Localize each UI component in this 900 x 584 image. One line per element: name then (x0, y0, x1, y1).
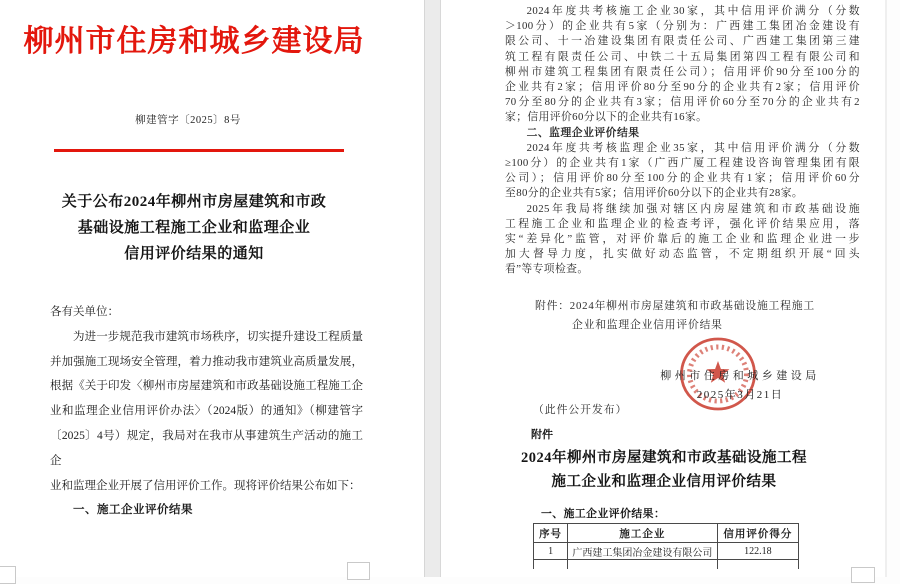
body-line: 至80分的企业共有5家；信用评价60分以下的企业共有28家。 (505, 187, 804, 200)
cell-score: 122.18 (717, 543, 798, 560)
body-line: 限公司、十一冶建设集团有限责任公司、广西建工集团第三建 (505, 35, 860, 48)
body-line: 家；信用评价60分以下的企业共有16家。 (505, 111, 708, 124)
notice-title-line: 关于公布2024年柳州市房屋建筑和市政 (61, 194, 327, 210)
body-line: 2025年我局将继续加强对辖区内房屋建筑和市政基础设施 (526, 202, 860, 215)
page-2 (441, 0, 887, 577)
body-line: 一、施工企业评价结果 (73, 504, 193, 517)
body-line: 业和监理企业开展了信用评价工作。现将评价结果公布如下： (50, 479, 361, 492)
signature-agency: 柳州市住房和城乡建设局 (660, 370, 820, 382)
body-line: 加大督导力度，扎实做好动态监管，不定期组织开展“回头 (505, 248, 860, 261)
body-line: 工程施工企业和监理企业的检查考评，强化评价结果应用，落 (505, 217, 860, 230)
body-line: 2024年度共考核监理企业35家，其中信用评价满分（分数 (526, 141, 860, 154)
results-body (505, 4, 860, 278)
attachment-note-line1: 附件：2024年柳州市房屋建筑和市政基础设施工程施工 (535, 300, 815, 312)
notice-body (50, 300, 363, 523)
body-line: 企业共有2家；信用评价80分至90分的企业共有2家；信用评价 (505, 81, 860, 94)
document-number: 柳建管字〔2025〕8号 (135, 115, 241, 126)
body-line: 看”等专项检查。 (505, 263, 589, 276)
table-header-cell: 施工企业 (568, 524, 718, 543)
page-corner-mark (347, 562, 370, 580)
body-line: 70分至80分的企业共有3家；信用评价60分至70分的企业共有2 (505, 96, 860, 109)
signature-date: 2025年3月21日 (696, 389, 784, 401)
agency-header: 柳州市住房和城乡建设局 (23, 25, 365, 58)
table-row (534, 543, 799, 560)
body-line: 2024年度共考核施工企业30家，其中信用评价满分（分数 (526, 5, 860, 17)
red-separator-line (54, 149, 344, 152)
body-line: 并加强施工现场安全管理，着力推动我市建筑业高质量发展， (50, 355, 363, 368)
body-line: 公司）；信用评价80分至100分的企业共有1家；信用评价60分 (505, 172, 860, 185)
table-header-row (534, 524, 799, 543)
body-line: 〔2025〕4号）规定，我局对在我市从事建筑生产活动的施工企 (50, 429, 363, 467)
body-line: ＞100分）的企业共有5家（分别为：广西建工集团冶金建设有 (505, 20, 860, 33)
attachment-note-line2: 企业和监理企业信用评价结果 (572, 318, 723, 331)
public-release-note: （此件公开发布） (533, 404, 628, 416)
section-heading: 一、施工企业评价结果： (541, 508, 666, 520)
body-line: 各有关单位： (50, 306, 119, 318)
body-line: 筑工程有限责任公司、中铁二十五局集团第四工程有限公司和 (505, 50, 860, 63)
attachment-note (535, 297, 865, 334)
body-line: 柳州市建筑工程集团有限责任公司）；信用评价90分至100分的 (505, 65, 860, 78)
body-line: ≥100分）的企业共有1家（广西广厦工程建设咨询管理集团有限 (505, 157, 860, 170)
page-corner-mark (851, 567, 875, 583)
body-line: 实“差异化”监管，对评价靠后的施工企业和监理企业进一步 (505, 233, 860, 246)
score-table (533, 523, 799, 569)
appendix-title (441, 447, 887, 494)
cell-company: 广西建工集团冶金建设有限公司 (568, 543, 718, 560)
page-gap-divider (424, 0, 441, 577)
body-line: 为进一步规范我市建筑市场秩序，切实提升建设工程质量 (73, 330, 363, 343)
page-1 (0, 0, 424, 577)
appendix-label: 附件 (531, 429, 553, 441)
body-line: 根据《关于印发〈柳州市房屋建筑和市政基础设施工程施工企 (50, 380, 363, 393)
notice-title-line: 信用评价结果的通知 (124, 246, 264, 262)
table-header-cell: 序号 (534, 524, 568, 543)
notice-title-line: 基础设施工程施工企业和监理企业 (77, 220, 311, 236)
notice-title (2, 189, 386, 267)
table-header-cell: 信用评价得分 (717, 524, 798, 543)
page-corner-mark (0, 566, 16, 584)
body-line: 二、监理企业评价结果 (526, 126, 640, 139)
appendix-title-line: 施工企业和监理企业信用评价结果 (551, 473, 777, 490)
cell-index: 1 (534, 543, 568, 560)
table-row-clipped (534, 560, 799, 570)
body-line: 业和监理企业信用评价办法〉（2024版）的通知》（柳建管字 (50, 405, 363, 418)
appendix-title-line: 2024年柳州市房屋建筑和市政基础设施工程 (521, 450, 807, 466)
